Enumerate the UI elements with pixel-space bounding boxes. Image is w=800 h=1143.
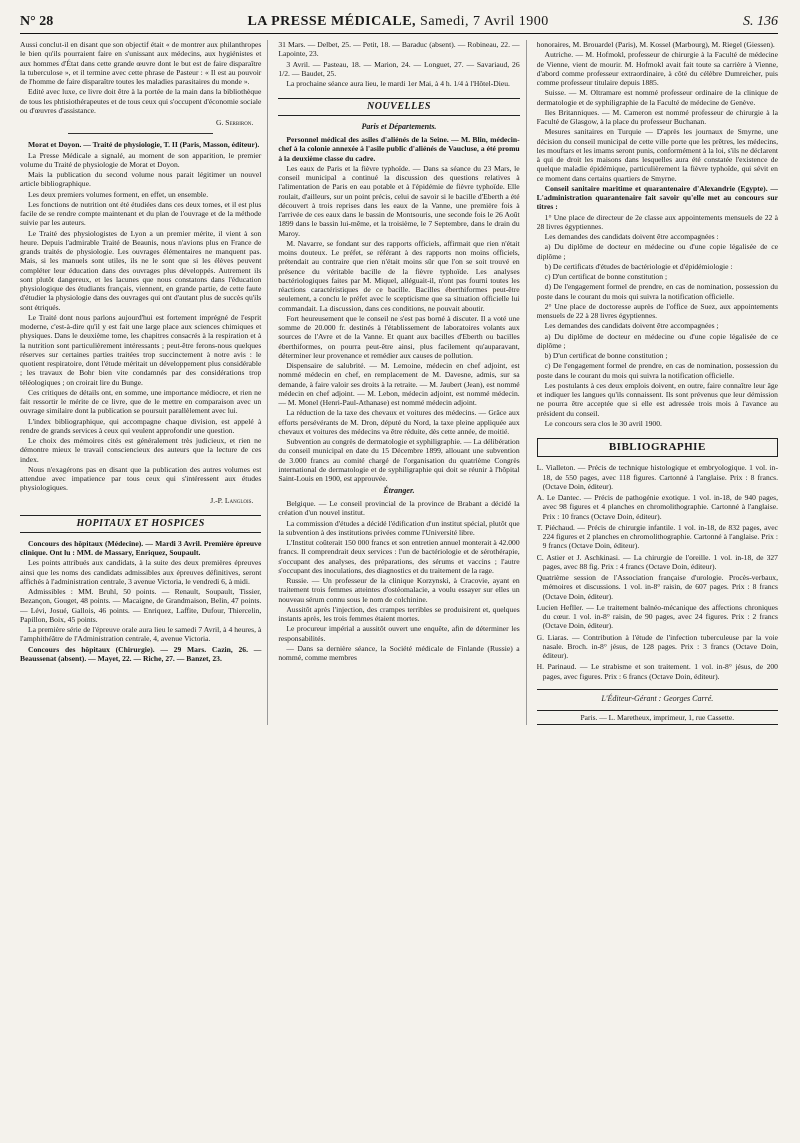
paragraph: 3 Avril. — Pasteau, 18. — Marion, 24. — Longuet, 27. — Savariaud, 26 1/2. — Baudet, 25. [278, 59, 520, 78]
paragraph: a) Du diplôme de docteur en médecine ou d'une copie légalisée de ce diplôme ; [536, 331, 778, 350]
section-heading-nouvelles: NOUVELLES [278, 98, 519, 116]
printer-credit: Paris. — L. Maretheux, imprimeur, 1, rue Cassette. [537, 710, 778, 725]
news-item: La réduction de la taxe des chevaux et voitures des médecins. — Grâce aux efforts persévérants de M. Dron, député du Nord, la taxe pleine appliquée aux chevaux et voitures des médecins va être réduite, dès cette année, de moitié. [278, 408, 520, 436]
divider [68, 133, 213, 134]
paragraph: Le concours sera clos le 30 avril 1900. [544, 418, 662, 428]
issue-number: N° 28 [20, 14, 54, 29]
bibliography-entry: L. Vialleton. — Précis de technique histologique et embryologique. 1 vol. in-18, de 550 pages, avec 118 figures. Cartonné à l'anglaise. Prix : 8 francs. (Octave Doin, éditeur). [536, 463, 778, 491]
paragraph: Edité avec luxe, ce livre doit être à la portée de la main dans la bibliothèque de tous les phtisiothérapeutes et de tous ceux qui s'occupent d'économie sociale ou d'œuvres d'assistance. [20, 87, 262, 115]
column-1 [20, 40, 268, 725]
bibliography-list [537, 463, 778, 681]
paragraph: Aussi conclut-il en disant que son objectif était « de montrer aux philanthropes le bien qu'ils pourraient faire en s'unissant aux médecins, aux hygiénistes et aux hommes d'État dans cette grande œuvre dont le but est de faire disparaître la tuberculose », et il termine avec cette phrase de Pasteur : « Il est au pouvoir de l'homme de faire disparaître toutes les maladies parasitaires du monde ». [20, 40, 262, 86]
section-heading-bibliographie: BIBLIOGRAPHIE [537, 438, 778, 457]
news-item: Personnel médical des asiles d'aliénés de la Seine. — M. Blin, médecin-chef à la colonie annexée à l'asile public d'aliénés de Vaucluse, a été promu à la deuxième classe du cadre. [278, 135, 520, 163]
news-item: Conseil sanitaire maritime et quarantenaire d'Alexandrie (Egypte). — L'administration quarantenaire fait savoir qu'elle met au concours sur titres : [536, 183, 778, 212]
paragraph: Les demandes des candidats doivent être accompagnées : [544, 232, 719, 241]
paragraph: Fort heureusement que le conseil ne s'est pas borné à discuter. Il a voté une somme de 20.000 fr. destinés à l'établissement de laboratoires volants aux sources de l'Avre et de la Vanne. Et quant aux bacilles d'Eberth ou bacilles éberthiformes, on pourra peut-être ainsi, plus facilement qu'auparavant, déterminer leur provenance et remédier aux causes de pollution. [278, 313, 520, 360]
bibliography-entry: Lucien Hefller. — Le traitement balnéo-mécanique des affections chroniques du cœur. 1 vol. in-8° raisin, de 90 pages, avec 24 figures. Prix : 2 francs (Octave Doin, éditeur). [536, 602, 778, 631]
paragraph: 31 Mars. — Delbet, 25. — Petit, 18. — Baraduc (absent). — Robineau, 22. — Lapointe, 23. [278, 40, 520, 59]
paragraph: Le Traité des physiologistes de Lyon a un premier mérite, il vient à son heure. Depuis l'admirable Traité de Beaunis, nous n'avions plus en France de grands traités de physiologie. Les ouvrages élémentaires ne manquent pas. Mais, si les manuels sont utiles, ils ne le sont que si les élèves peuvent compléter leur éducation dans des ouvrages plus développés. Autrement ils sont plutôt dangereux, et les lacunes que nous constatons dans l'éducation physiologique des étudiants français, viennent, en grande partie, de cette faute d'étudier la physiologie dans des ouvrages qui ont d'autant plus de succès qu'ils sont étriqués. [20, 228, 262, 312]
signature: G. Serbiron. [215, 118, 254, 127]
subheading: Étranger. [383, 486, 415, 496]
editor-credit: L'Éditeur-Gérant : Georges Carré. [537, 689, 778, 704]
paragraph: b) D'un certificat de bonne constitution ; [544, 351, 668, 360]
paragraph: M. Navarre, se fondant sur des rapports officiels, affirmait que rien n'était moins douteux. Le préfet, se référant à des rapports non moins officiels, prétendait au contraire que rien n'était moins sûr que l'on se soit trouvé en présence du véritable bacille de la fièvre typhoïde. Les analyses bactériologiques faites par M. Miquel, alléguait-il, n'ont pas fourni toutes les réactions caractéristiques de ce bacille. Bacilles éberthiformes peut-être seulement, a conclu le préfet avec le scepticisme que sa situation officielle lui commandait. La discussion, dans ces conditions, ne pouvait aboutir. [278, 238, 520, 313]
paragraph: Iles Britanniques. — M. Cameron est nommé professeur de chirurgie à la Faculté de Glasgow, à la place du professeur Buchanan. [536, 107, 778, 126]
paragraph: d) De l'engagement formel de prendre, en cas de nomination, possession du poste dans le courant du mois qui suivra la notification officielle. [536, 282, 778, 301]
paragraph: honoraires, M. Brouardel (Paris), M. Kossel (Marbourg), M. Riegel (Giessen). [536, 40, 775, 49]
paragraph: Aussitôt après l'injection, des crampes terribles se produisirent et, quelques instants après, les trois femmes étaient mortes. [278, 604, 520, 624]
news-item: Concours des hôpitaux (Médecine). — Mardi 3 Avril. Première épreuve clinique. Ont lu : MM. de Massary, Enriquez, Soupault. [20, 538, 262, 558]
paragraph: a) Du diplôme de docteur en médecine ou d'une copie légalisée de ce diplôme ; [536, 242, 778, 261]
paragraph: Le Traité dont nous parlons aujourd'hui est fortement imprégné de l'esprit moderne, c'est-à-dire qu'il y est fait une large place aux sciences chimiques et physiques. Dans le deuxième tome, les chapitres consacrés à la respiration et à la nutrition sont particulièrement intéressants ; peut-être ferons-nous quelques réserves sur certaines parties traitées trop succinctement à notre avis : le quotient respiratoire, dont l'étude méritait un développement plus considérable ; les travaux de Bohr bien vite condamnés par des considérations trop téléologiques ; on croirait lire du Bunge. [20, 312, 262, 387]
signature: J.-P. Langlois. [210, 495, 254, 505]
paragraph: La commission d'études a décidé l'édification d'un institut spécial, plutôt que la subvention à des institutions privées comme l'Université libre. [278, 518, 520, 537]
paragraph: Suisse. — M. Oltramare est nommé professeur ordinaire de la clinique de dermatologie et de syphiligraphie de la Faculté de médecine de Genève. [536, 88, 778, 107]
paragraph: c) De l'engagement formel de prendre, en cas de nomination, possession du poste dans le courant du mois qui suivra la notification officielle. [536, 361, 778, 380]
bibliography-entry: Quatrième session de l'Association française d'urologie. Procès-verbaux, mémoires et discussions. 1 vol. in-8° raisin, de 607 pages. Prix : 8 francs (Octave Doin, éditeur). [536, 573, 778, 601]
paragraph: Le procureur impérial a aussitôt ouvert une enquête, afin de déterminer les responsabilités. [278, 624, 520, 643]
review-heading: Morat et Doyon. — Traité de physiologie, T. II (Paris, Masson, éditeur). [28, 140, 260, 150]
paragraph: 2° Une place de doctoresse auprès de l'office de Suez, aux appointements mensuels de 22 à 28 livres égyptiennes. [536, 301, 778, 320]
paragraph: Les fonctions de nutrition ont été étudiées dans ces deux tomes, et il est plus facile de se rendre compte maintenant et du plan de l'ouvrage et de la méthode suivie par les auteurs. [20, 199, 262, 228]
paragraph: Le choix des mémoires cités est généralement très judicieux, et rien ne démontre mieux le travail consciencieux des auteurs que la lecture de ces index. [20, 436, 262, 464]
paragraph: Belgique. — Le conseil provincial de la province de Brabant a décidé la création d'un nouvel institut. [278, 499, 520, 518]
paragraph: Russie. — Un professeur de la clinique Korzynski, à Cracovie, ayant en traitement trois femmes atteintes d'ostéomalacie, a voulu essayer sur elles un nouveau sérum connu sous le nom de colchinine. [278, 576, 520, 604]
news-item: Subvention au congrès de dermatologie et syphiligraphie. — La délibération du conseil municipal en date du 15 Décembre 1899, allouant une subvention de 3.000 francs au comité chargé de l'organisation du quatrième Congrès international de dermatologie et de syphiligraphie qui doit se réunir à l'hôpital Saint-Louis en 1900, est approuvée. [278, 437, 520, 484]
bibliography-entry: G. Liaras. — Contribution à l'étude de l'infection tuberculeuse par la voie nasale. Broch. in-8° jésus, de 128 pages. Prix : 3 francs (Octave Doin, éditeur). [536, 632, 778, 661]
issue-date: Samedi, 7 Avril 1900 [420, 14, 549, 29]
journal-title: LA PRESSE MÉDICALE, [247, 14, 417, 29]
paragraph: Autriche. — M. Hofmokl, professeur de chirurgie à la Faculté de médecine de Vienne, vient de mourir. M. Hofmokl avait fait toute sa carrière à Vienne, d'abord comme professeur extraordinaire, à côté du célèbre Dumreicher, puis comme professeur titulaire depuis 1885. [536, 50, 778, 87]
paragraph: La Presse Médicale a signalé, au moment de son apparition, le premier volume du Traité de physiologie de Morat et Doyon. [20, 150, 262, 169]
paragraph: Admissibles : MM. Bruhl, 50 points. — Renault, Soupault, Tissier, Bezançon, Gouget, 48 points. — Macaigne, de Grandmaison, Belin, 47 points. — Lévi, Josué, Gallois, 46 points. — Enriquez, Laffite, Dufour, Thiercelin, Papillon, Boix, 45 points. [20, 587, 262, 624]
paragraph: Les demandes des candidats doivent être accompagnées ; [544, 321, 719, 331]
page-number: S. 136 [742, 14, 778, 29]
paragraph: La prochaine séance aura lieu, le mardi 1er Mai, à 4 h. 1/4 à l'Hôtel-Dieu. [286, 79, 510, 88]
paragraph: Mais la publication du second volume nous parait légitimer un nouvel article bibliographique. [20, 170, 262, 189]
paragraph: c) D'un certificat de bonne constitution ; [544, 272, 668, 281]
paragraph: L'Institut coûterait 150 000 francs et son entretien annuel monterait à 42.000 francs. Il comprendrait deux services : l'un de bactériologie et de sérothérapie, s'occupant des analyses, des préparations, des sérums et vaccins ; l'autre s'occupant des inoculations, des diagnostics et du traitement de la rage. [278, 538, 520, 575]
paragraph: Nous n'exagérons pas en disant que la publication des autres volumes est attendue avec impatience par tous ceux qui s'intéressent aux études physiologiques. [20, 464, 262, 493]
column-2 [278, 40, 526, 725]
section-heading-hopitaux: HOPITAUX ET HOSPICES [20, 515, 261, 533]
journal-title-line [247, 14, 548, 30]
column-3 [537, 40, 778, 725]
paragraph: L'index bibliographique, qui accompagne chaque division, est appelé à rendre de grands services à ceux qui veulent approfondir une question. [20, 416, 262, 435]
paragraph: La première série de l'épreuve orale aura lieu le samedi 7 Avril, à 4 heures, à l'amphithéâtre de l'Administration centrale, 4, avenue Victoria. [20, 625, 262, 644]
paragraph: Ces critiques de détails ont, en somme, une importance médiocre, et rien ne fait ressortir le mérite de ce livre, que de le mettre en comparaison avec un ouvrage similaire dont la publication se poursuit parallèlement avec lui. [20, 387, 262, 416]
paragraph: — Dans sa dernière séance, la Société médicale de Finlande (Russie) a nommé, comme membres [278, 643, 520, 663]
bibliography-entry: C. Astier et J. Aschkinasi. — La chirurgie de l'oreille. 1 vol. in-18, de 327 pages, avec 88 fig. Prix : 4 francs (Octave Doin, éditeur). [536, 552, 778, 571]
paragraph: Les postulants à ces deux emplois doivent, en outre, faire connaître leur âge et indiquer les langues qu'ils connaissent. Ils sont prévenus que leur démission ne pourra être acceptée que si elle est adressée trois mois à l'avance au président du conseil. [536, 380, 778, 418]
masthead [20, 14, 778, 34]
subheading: Paris et Départements. [361, 122, 437, 132]
paragraph: Les points attribués aux candidats, à la suite des deux premières épreuves ainsi que les noms des candidats admissibles aux épreuves définitives, seront affichés à l'administration centrale, 3 avenue Victoria, le vendredi 6, à midi. [20, 558, 262, 586]
paragraph: Mesures sanitaires en Turquie — D'après les journaux de Smyrne, une décision du conseil municipal de cette ville porte que les prêtres, les médecins, les mouftars et les imams seront punis, conformément à la loi, s'ils ne déclarent à qui de droit les maisons dans lesquelles aura été constatée l'existence de quelque maladie épidémique, particulièrement la fièvre typhoïde, qui sévit en ce moment dans certains quartiers de Smyrne. [536, 127, 778, 183]
news-item: Les eaux de Paris et la fièvre typhoïde. — Dans sa séance du 23 Mars, le conseil municipal a continué la discussion des questions relatives à l'alimentation de Paris en eau potable et à l'épidémie de fièvre typhoïde. Elle roulait, d'ailleurs, sur un point précis, celui de savoir si le bacille d'Eberth a été découvert à trois reprises dans les eaux de la Vanne, une première fois à l'arrivée de ces eaux dans le bassin de Montsouris, une seconde fois le 26 Août 1899 dans le bassin lui-même, et la troisième, le 7 Septembre, dans le drain du Maroy. [278, 163, 520, 238]
paragraph: Les deux premiers volumes forment, en effet, un ensemble. [28, 189, 209, 199]
bibliography-entry: T. Piéchaud. — Précis de chirurgie infantile. 1 vol. in-18, de 832 pages, avec 224 figures et 2 planches en chromolithographie. Cartonné à l'anglaise. Prix : 9 francs (Octave Doin, éditeur). [536, 522, 778, 551]
paragraph: b) De certificats d'études de bactériologie et d'épidémiologie : [544, 261, 733, 271]
paragraph: 1° Une place de directeur de 2e classe aux appointements mensuels de 22 à 28 livres égyptiennes. [536, 212, 778, 231]
news-item: Concours des hôpitaux (Chirurgie). — 29 Mars. Cazin, 26. — Beaussenat (absent). — Mayet, 22. — Riche, 27. — Banzet, 23. [20, 644, 262, 663]
bibliography-entry: A. Le Dantec. — Précis de pathogénie exotique. 1 vol. in-18, de 940 pages, avec 98 figures et 4 planches en chromolithographie. Cartonné à l'anglaise. Prix : 10 francs (Octave Doin, éditeur). [536, 493, 778, 521]
bibliography-entry: H. Parinaud. — Le strabisme et son traitement. 1 vol. in-8° jésus, de 200 pages, avec figures. Prix : 6 francs (Octave Doin, éditeur). [536, 662, 778, 681]
news-item: Dispensaire de salubrité. — M. Lemoine, médecin en chef adjoint, est nommé médecin en chef, en remplacement de M. Davesne, admis, sur sa demande, à faire valoir ses droits à la retraite. — M. Jaubert (Jean), est nommé médecin en chef adjoint. — M. Lebon, médecin adjoint, est nommé médecin. — M. Monel (Henri-Paul-Athanase) est nommé médecin adjoint. [278, 361, 520, 408]
